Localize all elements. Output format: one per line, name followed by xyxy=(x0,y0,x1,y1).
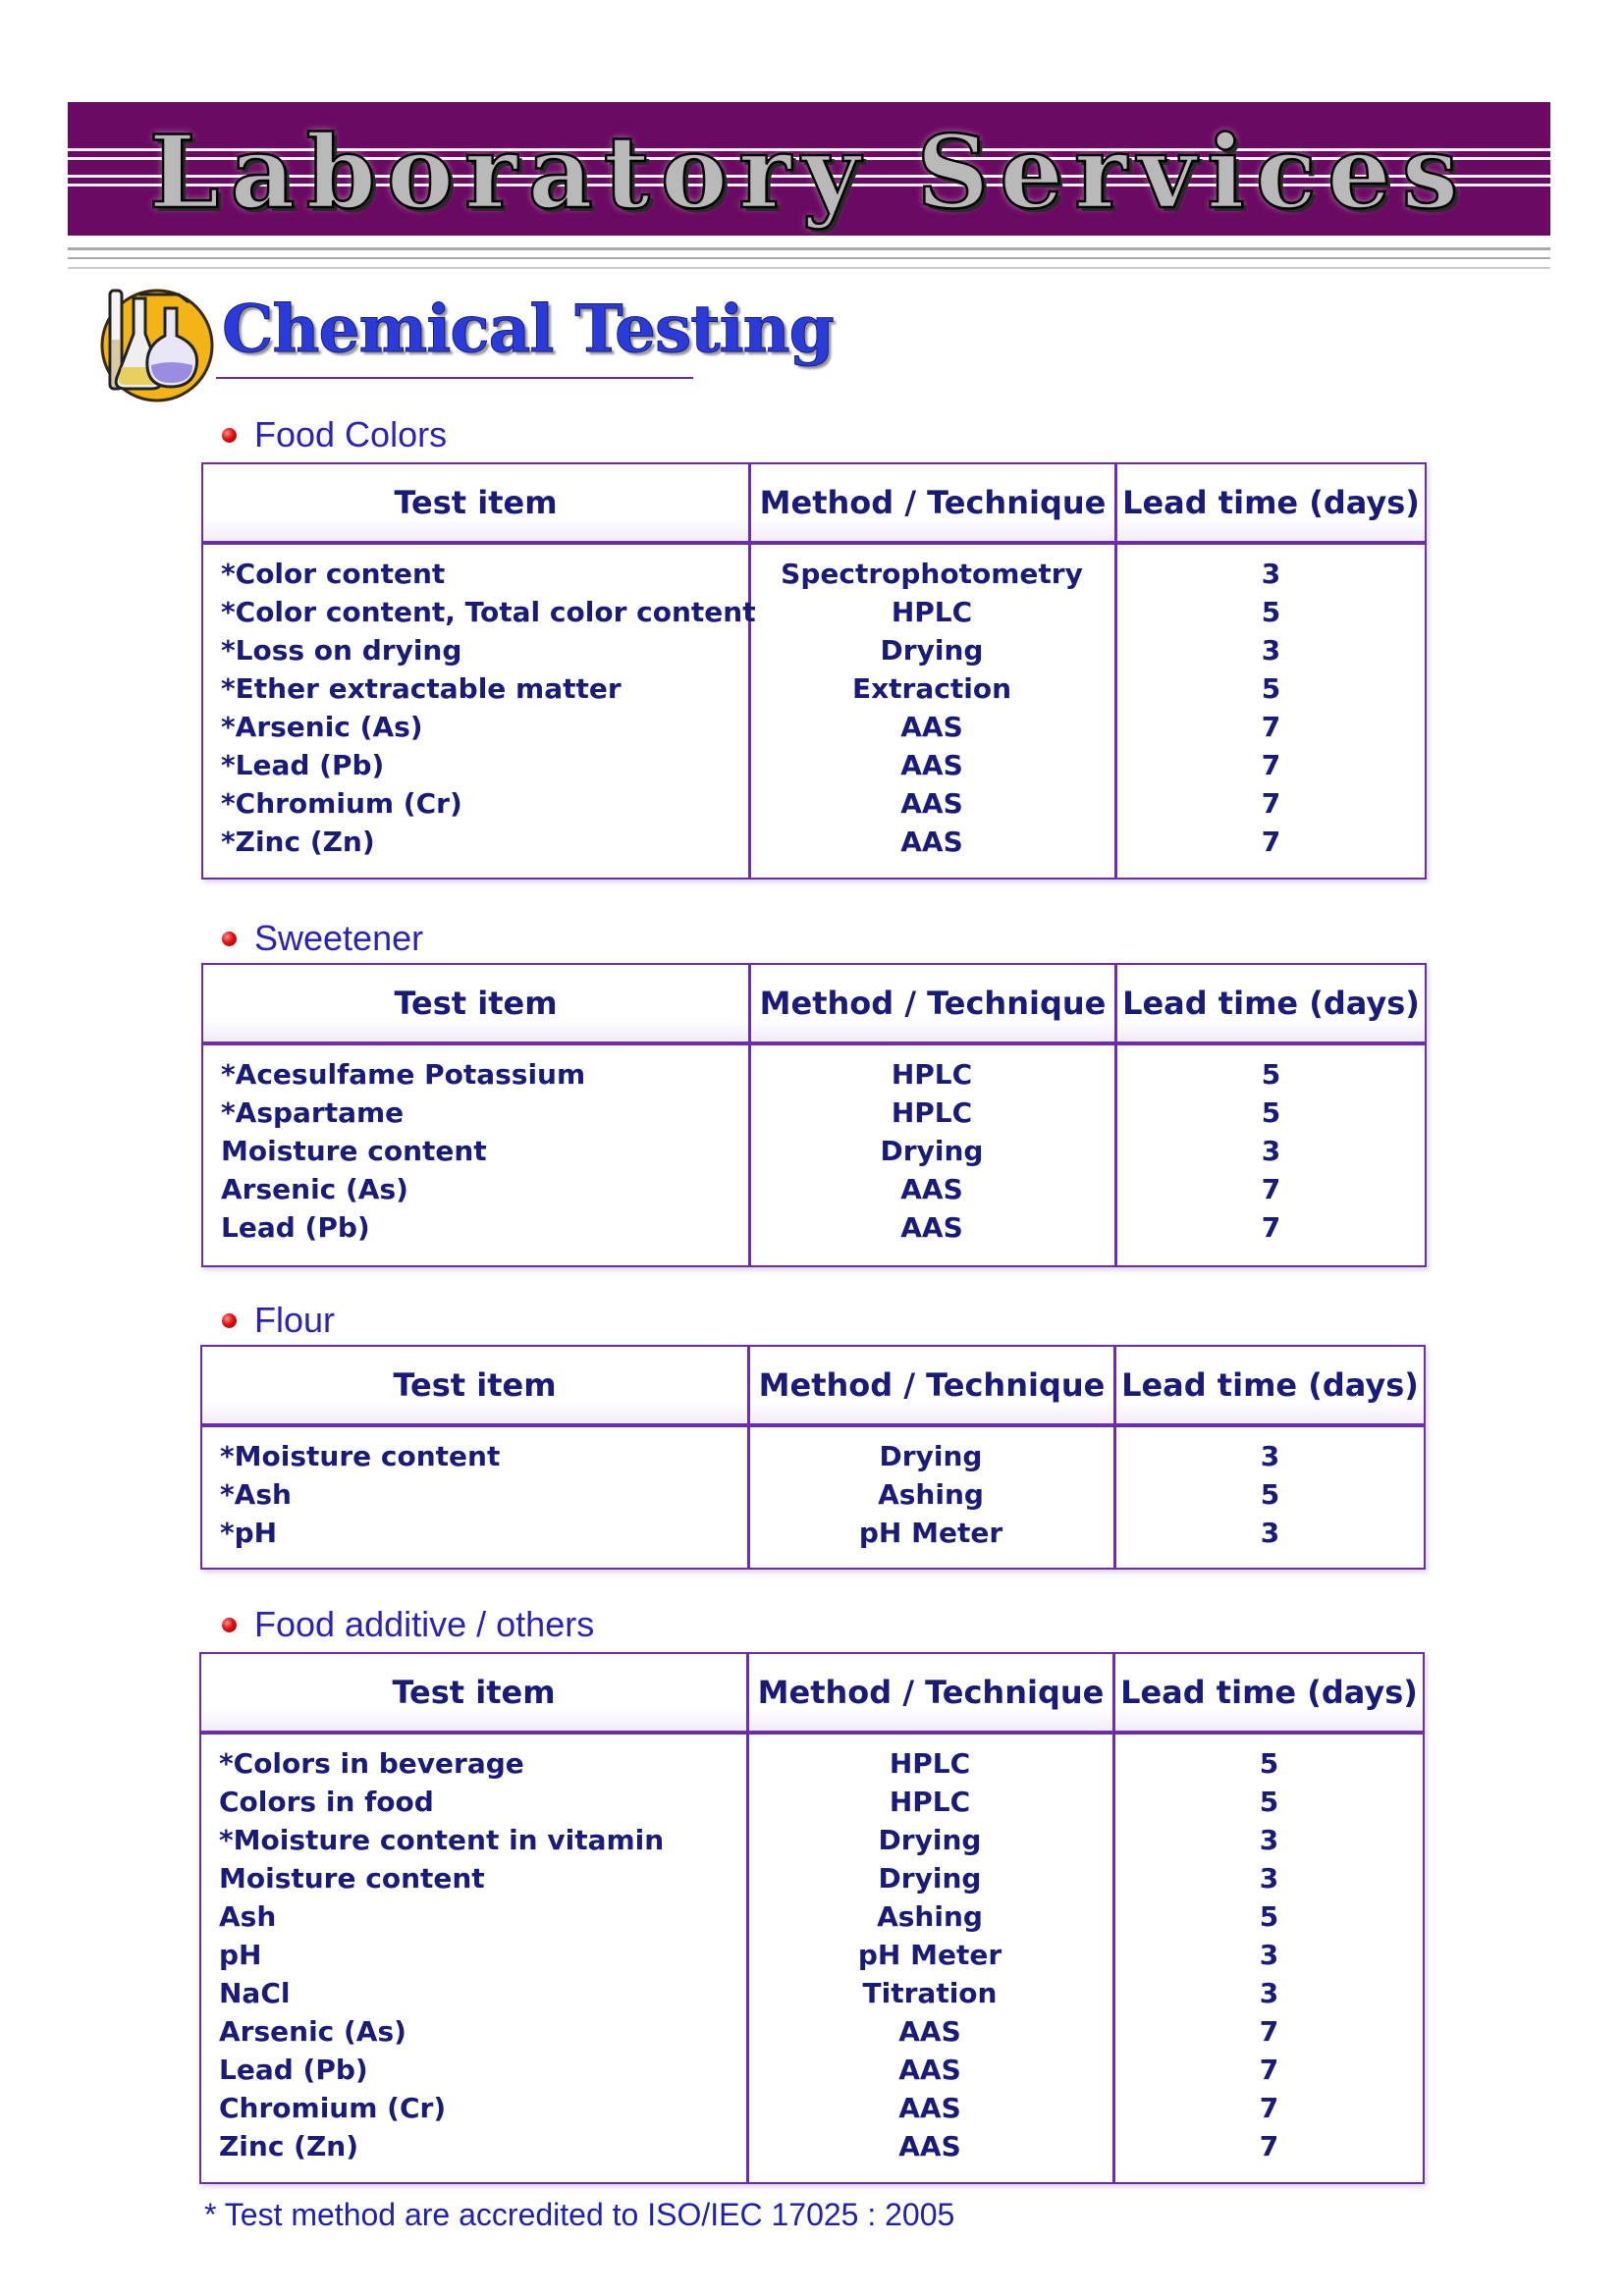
cell-lead-time: 3 xyxy=(1259,1862,1279,1895)
cell-lead-time: 5 xyxy=(1259,1900,1279,1933)
cell-test-item: *pH xyxy=(220,1517,278,1549)
cell-method: pH Meter xyxy=(858,1517,1003,1549)
cell-method: AAS xyxy=(900,711,963,743)
table-row xyxy=(203,1094,1425,1132)
cell-lead-time: 7 xyxy=(1261,749,1281,781)
cell-lead-time: 5 xyxy=(1261,1096,1281,1129)
cell-method: pH Meter xyxy=(857,1939,1002,1971)
table-row xyxy=(203,593,1425,631)
cell-method: Drying xyxy=(880,1135,984,1167)
table-row xyxy=(201,2127,1423,2165)
table-row xyxy=(203,669,1425,708)
category-heading xyxy=(222,413,447,456)
cell-method: AAS xyxy=(900,749,963,781)
cell-test-item: Colors in food xyxy=(219,1786,434,1818)
table-row xyxy=(203,555,1425,593)
cell-lead-time: 3 xyxy=(1260,1517,1280,1549)
table-body xyxy=(203,1045,1425,1266)
cell-test-item: *Loss on drying xyxy=(221,634,462,667)
cell-method: AAS xyxy=(900,826,963,858)
cell-method: Drying xyxy=(878,1862,982,1895)
accreditation-footnote: * Test method are accredited to ISO/IEC 17025 : 2005 xyxy=(204,2197,955,2232)
table-row xyxy=(203,746,1425,784)
cell-test-item: Arsenic (As) xyxy=(219,2015,406,2048)
table-row xyxy=(203,708,1425,746)
table-row xyxy=(201,2089,1423,2127)
table-row xyxy=(203,784,1425,823)
table-body xyxy=(201,1735,1423,2183)
cell-test-item: *Moisture content in vitamin xyxy=(219,1824,665,1856)
cell-method: AAS xyxy=(900,787,963,820)
cell-lead-time: 5 xyxy=(1261,596,1281,628)
banner xyxy=(68,102,1550,236)
table-body xyxy=(202,1427,1424,1569)
bullet-icon xyxy=(222,1618,237,1632)
cell-method: HPLC xyxy=(891,1096,973,1129)
cell-lead-time: 7 xyxy=(1261,711,1281,743)
banner-underline-faint xyxy=(68,267,1550,269)
cell-test-item: Moisture content xyxy=(221,1135,487,1167)
lab-flask-icon xyxy=(90,281,218,404)
cell-method: Ashing xyxy=(878,1478,984,1511)
category-heading xyxy=(222,917,423,960)
header-test-item: Test item xyxy=(392,1674,556,1711)
table-row xyxy=(203,1132,1425,1170)
section-title-underline xyxy=(216,377,693,379)
header-lead-time: Lead time (days) xyxy=(1121,1366,1419,1404)
table-row xyxy=(203,631,1425,669)
table-row xyxy=(201,1936,1423,1974)
table-row xyxy=(201,1821,1423,1859)
cell-method: AAS xyxy=(900,1173,963,1205)
cell-method: HPLC xyxy=(891,596,973,628)
cell-test-item: Ash xyxy=(219,1900,277,1933)
header-lead-time: Lead time (days) xyxy=(1120,1674,1418,1711)
header-test-item: Test item xyxy=(394,484,558,521)
cell-lead-time: 5 xyxy=(1259,1747,1279,1780)
cell-lead-time: 7 xyxy=(1259,2054,1279,2086)
table-header xyxy=(202,1347,1424,1427)
cell-test-item: *Colors in beverage xyxy=(219,1747,524,1780)
header-test-item: Test item xyxy=(393,1366,557,1404)
banner-title: Laboratory Services xyxy=(148,114,1470,232)
table-row xyxy=(202,1514,1424,1552)
cell-lead-time: 5 xyxy=(1261,1058,1281,1091)
table-row xyxy=(201,2051,1423,2089)
cell-test-item: *Arsenic (As) xyxy=(221,711,423,743)
cell-test-item: *Color content, Total color content xyxy=(221,596,756,628)
cell-method: Extraction xyxy=(851,672,1012,705)
header-method: Method / Technique xyxy=(758,1366,1106,1404)
category-heading xyxy=(222,1299,335,1342)
sweetener-table xyxy=(201,963,1427,1267)
cell-lead-time: 7 xyxy=(1261,826,1281,858)
cell-method: AAS xyxy=(898,2092,961,2124)
cell-method: AAS xyxy=(898,2015,961,2048)
cell-test-item: NaCl xyxy=(219,1977,291,2009)
table-row xyxy=(202,1475,1424,1514)
category-title: Food Colors xyxy=(254,414,448,454)
header-lead-time: Lead time (days) xyxy=(1122,985,1420,1022)
cell-test-item: *Ash xyxy=(220,1478,292,1511)
table-row xyxy=(203,1055,1425,1094)
table-row xyxy=(203,1208,1425,1247)
cell-lead-time: 5 xyxy=(1259,1786,1279,1818)
cell-method: Ashing xyxy=(877,1900,983,1933)
category-title: Flour xyxy=(254,1300,336,1340)
table-row xyxy=(201,1974,1423,2012)
cell-lead-time: 3 xyxy=(1260,1440,1280,1472)
cell-method: HPLC xyxy=(891,1058,973,1091)
table-row xyxy=(203,823,1425,861)
cell-lead-time: 7 xyxy=(1261,1211,1281,1244)
table-row xyxy=(201,1859,1423,1897)
cell-test-item: Zinc (Zn) xyxy=(219,2130,359,2163)
cell-lead-time: 5 xyxy=(1260,1478,1280,1511)
table-row xyxy=(202,1437,1424,1475)
cell-lead-time: 7 xyxy=(1259,2130,1279,2163)
cell-test-item: pH xyxy=(219,1939,262,1971)
header-test-item: Test item xyxy=(394,985,558,1022)
cell-test-item: *Aspartame xyxy=(221,1096,405,1129)
cell-lead-time: 3 xyxy=(1259,1824,1279,1856)
table-row xyxy=(203,1170,1425,1208)
cell-method: AAS xyxy=(900,1211,963,1244)
header-method: Method / Technique xyxy=(759,985,1107,1022)
table-row xyxy=(201,1897,1423,1936)
cell-test-item: *Color content xyxy=(221,558,446,590)
food-additive-table xyxy=(199,1652,1425,2184)
cell-method: Drying xyxy=(878,1824,982,1856)
cell-method: AAS xyxy=(898,2054,961,2086)
cell-test-item: *Ether extractable matter xyxy=(221,672,622,705)
cell-method: Titration xyxy=(862,1977,998,2009)
cell-lead-time: 5 xyxy=(1261,672,1281,705)
cell-lead-time: 3 xyxy=(1261,1135,1281,1167)
cell-test-item: *Moisture content xyxy=(220,1440,501,1472)
table-row xyxy=(201,1783,1423,1821)
cell-lead-time: 7 xyxy=(1261,787,1281,820)
category-heading xyxy=(222,1603,594,1646)
cell-test-item: Lead (Pb) xyxy=(221,1211,370,1244)
cell-lead-time: 7 xyxy=(1261,1173,1281,1205)
cell-lead-time: 3 xyxy=(1261,558,1281,590)
cell-test-item: *Lead (Pb) xyxy=(221,749,385,781)
cell-test-item: Chromium (Cr) xyxy=(219,2092,447,2124)
cell-method: Drying xyxy=(880,634,984,667)
banner-underline xyxy=(68,247,1550,250)
cell-method: Spectrophotometry xyxy=(781,558,1083,590)
header-lead-time: Lead time (days) xyxy=(1122,484,1420,521)
table-row xyxy=(201,1744,1423,1783)
cell-lead-time: 3 xyxy=(1259,1977,1279,2009)
flour-table xyxy=(200,1345,1426,1570)
table-header xyxy=(201,1654,1423,1735)
cell-test-item: Moisture content xyxy=(219,1862,485,1895)
cell-lead-time: 3 xyxy=(1259,1939,1279,1971)
cell-test-item: Lead (Pb) xyxy=(219,2054,368,2086)
cell-test-item: *Chromium (Cr) xyxy=(221,787,462,820)
category-title: Sweetener xyxy=(254,918,424,958)
header-method: Method / Technique xyxy=(759,484,1107,521)
cell-method: Drying xyxy=(879,1440,983,1472)
table-row xyxy=(201,2012,1423,2051)
cell-lead-time: 7 xyxy=(1259,2092,1279,2124)
section-title: Chemical Testing xyxy=(222,291,834,367)
category-title: Food additive / others xyxy=(254,1604,595,1644)
bullet-icon xyxy=(222,1313,237,1328)
cell-method: HPLC xyxy=(889,1747,971,1780)
cell-method: HPLC xyxy=(889,1786,971,1818)
bullet-icon xyxy=(222,428,237,443)
cell-method: AAS xyxy=(898,2130,961,2163)
header-method: Method / Technique xyxy=(757,1674,1105,1711)
table-body xyxy=(203,545,1425,879)
table-header xyxy=(203,464,1425,545)
cell-lead-time: 3 xyxy=(1261,634,1281,667)
cell-test-item: *Zinc (Zn) xyxy=(221,826,375,858)
cell-test-item: Arsenic (As) xyxy=(221,1173,408,1205)
table-header xyxy=(203,965,1425,1045)
cell-lead-time: 7 xyxy=(1259,2015,1279,2048)
banner-underline-thin xyxy=(68,257,1550,259)
bullet-icon xyxy=(222,932,237,946)
cell-test-item: *Acesulfame Potassium xyxy=(221,1058,586,1091)
food-colors-table xyxy=(201,462,1427,880)
